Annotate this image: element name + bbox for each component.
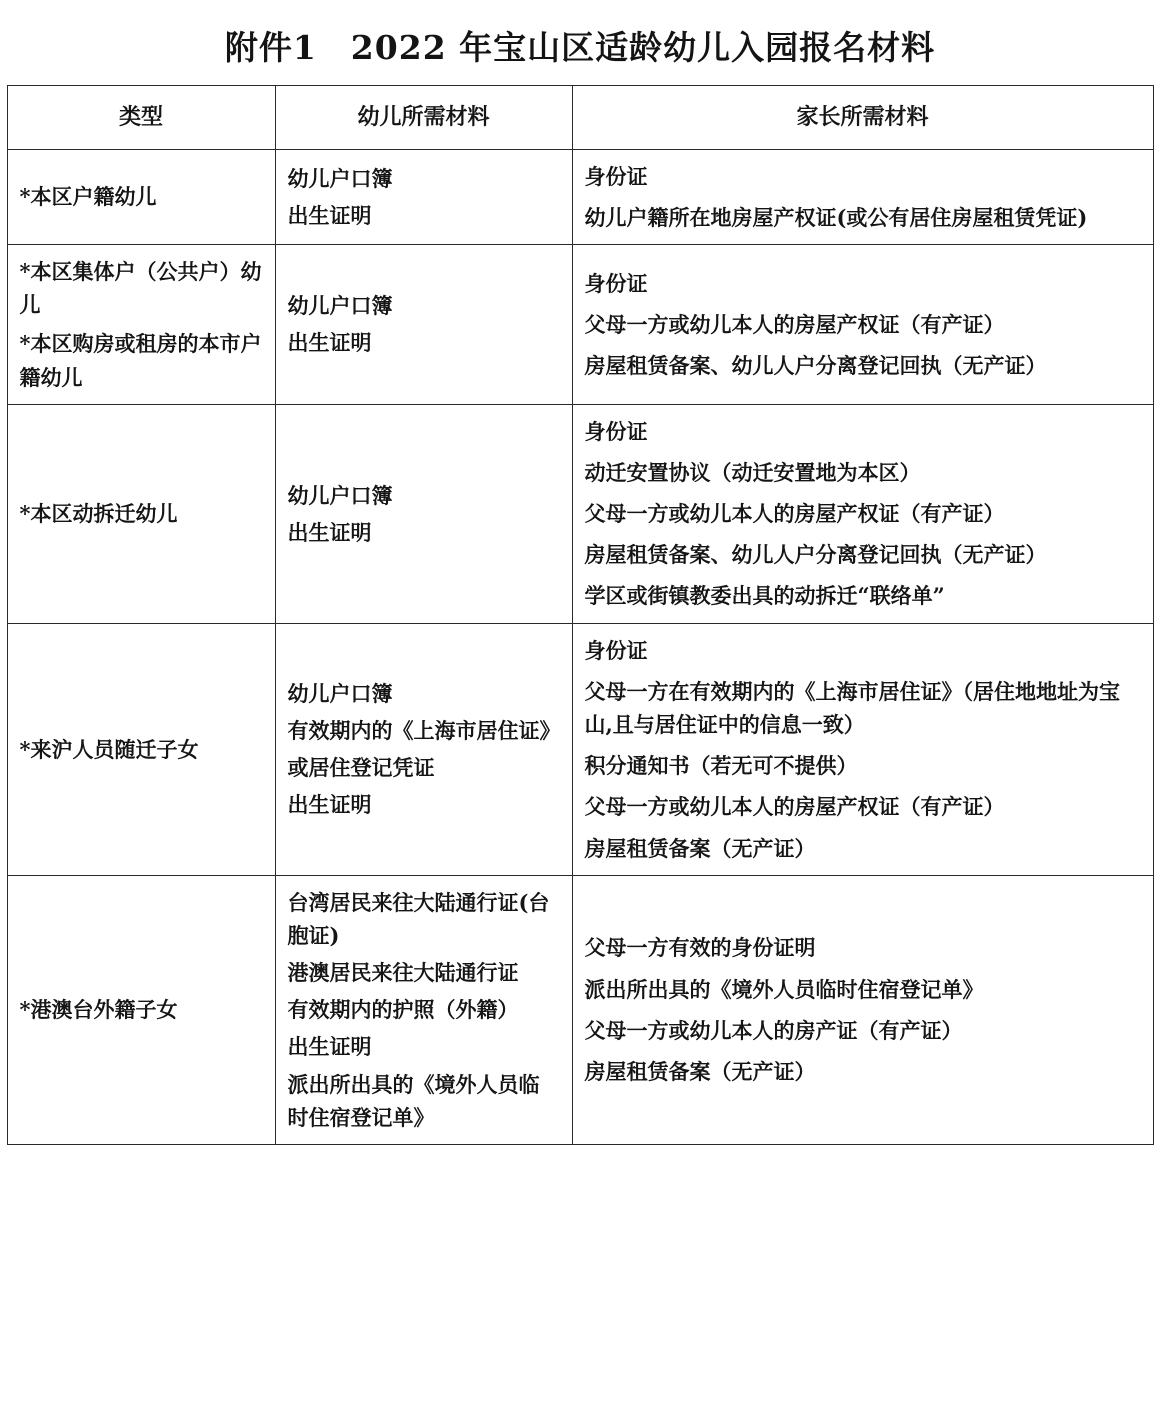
table-header-row [7, 86, 1153, 150]
materials-table [7, 85, 1154, 1145]
cell-parent-materials: 身份证 父母一方或幼儿本人的房屋产权证（有产证） 房屋租赁备案、幼儿人户分离登记回执（无产证） [572, 245, 1153, 405]
cell-child-materials: 幼儿户口簿 出生证明 [275, 404, 572, 623]
cell-type: *本区动拆迁幼儿 [7, 404, 275, 623]
cell-parent-materials: 身份证 父母一方在有效期内的《上海市居住证》（居住地地址为宝山,且与居住证中的信息一致） 积分通知书（若无可不提供） 父母一方或幼儿本人的房屋产权证（有产证） 房屋租赁备案（无产证） [572, 623, 1153, 875]
cell-type: *本区户籍幼儿 [7, 149, 275, 244]
document-page [0, 22, 1160, 1425]
cell-child-materials: 幼儿户口簿 出生证明 [275, 245, 572, 405]
table-row [7, 245, 1153, 405]
column-header-child-materials: 幼儿所需材料 [275, 86, 572, 150]
cell-parent-materials: 身份证 动迁安置协议（动迁安置地为本区） 父母一方或幼儿本人的房屋产权证（有产证） 房屋租赁备案、幼儿人户分离登记回执（无产证） 学区或街镇教委出具的动拆迁“联络单” [572, 404, 1153, 623]
table-row [7, 149, 1153, 244]
cell-child-materials: 台湾居民来往大陆通行证(台胞证) 港澳居民来往大陆通行证 有效期内的护照（外籍） 出生证明 派出所出具的《境外人员临时住宿登记单》 [275, 875, 572, 1144]
table-row [7, 875, 1153, 1144]
cell-parent-materials: 父母一方有效的身份证明 派出所出具的《境外人员临时住宿登记单》 父母一方或幼儿本人的房产证（有产证） 房屋租赁备案（无产证） [572, 875, 1153, 1144]
cell-type: *港澳台外籍子女 [7, 875, 275, 1144]
cell-type: *本区集体户（公共户）幼儿 *本区购房或租房的本市户籍幼儿 [7, 245, 275, 405]
cell-parent-materials: 身份证 幼儿户籍所在地房屋产权证(或公有居住房屋租赁凭证) [572, 149, 1153, 244]
page-title: 附件1 2022 年宝山区适龄幼儿入园报名材料 [224, 28, 936, 67]
column-header-type: 类型 [7, 86, 275, 150]
cell-child-materials: 幼儿户口簿 出生证明 [275, 149, 572, 244]
column-header-parent-materials: 家长所需材料 [572, 86, 1153, 150]
cell-type: *来沪人员随迁子女 [7, 623, 275, 875]
cell-child-materials: 幼儿户口簿 有效期内的《上海市居住证》 或居住登记凭证 出生证明 [275, 623, 572, 875]
table-row [7, 404, 1153, 623]
table-row [7, 623, 1153, 875]
